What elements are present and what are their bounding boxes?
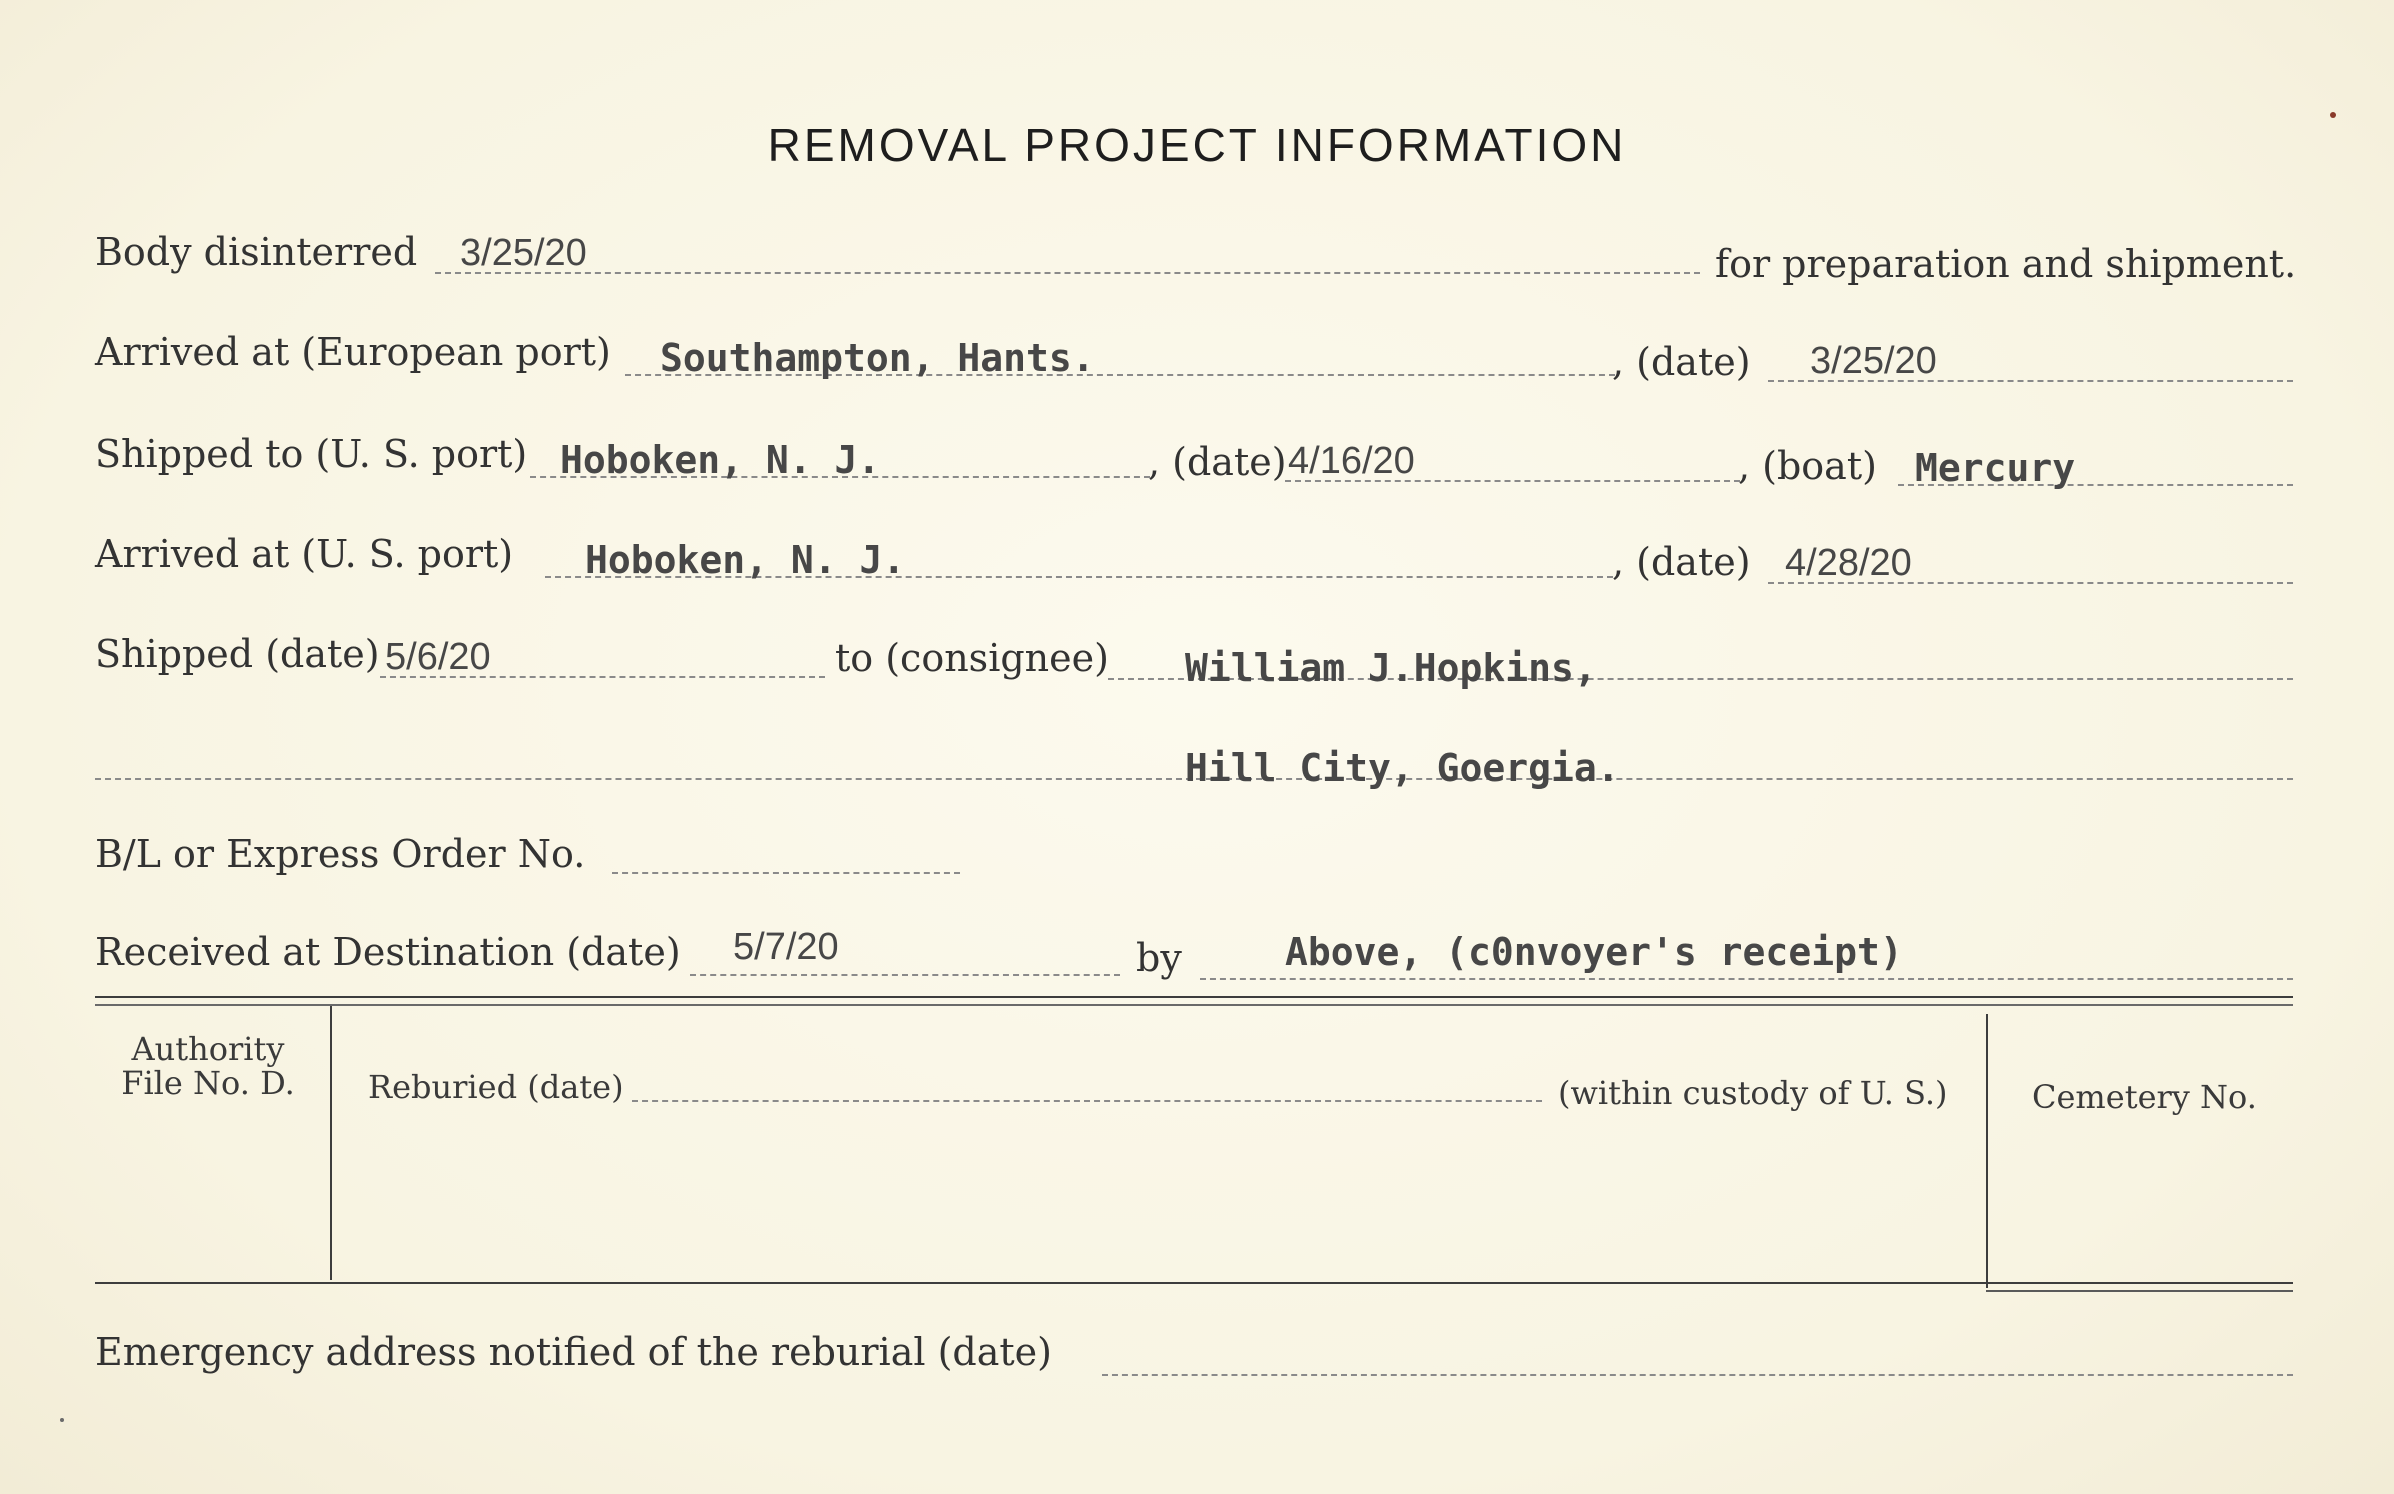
consignee-name: William J.Hopkins, [1185, 646, 1597, 690]
arrived-us-port-date-label: , (date) [1612, 540, 1751, 584]
bl-express-order-label: B/L or Express Order No. [95, 832, 586, 876]
european-port-date-label: , (date) [1612, 340, 1751, 384]
bl-express-order-line [612, 872, 960, 874]
european-port-date: 3/25/20 [1810, 340, 1937, 382]
consignee-label: to (consignee) [835, 636, 1109, 680]
shipped-to-date-label: , (date) [1148, 440, 1287, 484]
preparation-shipment-text: for preparation and shipment. [1715, 242, 2297, 286]
boat-label: , (boat) [1738, 444, 1877, 488]
box-bottom-rule [95, 1282, 2293, 1284]
ink-speck [2330, 112, 2336, 118]
reburied-date-label: Reburied (date) [368, 1068, 624, 1106]
received-destination-label: Received at Destination (date) [95, 930, 681, 974]
received-destination-line [690, 974, 1120, 976]
consignee-address: Hill City, Goergia. [1185, 746, 1620, 790]
ink-speck-lower [60, 1418, 64, 1422]
body-disinterred-label: Body disinterred [95, 230, 418, 274]
box-divider-left [330, 1006, 332, 1280]
authority-file-label [118, 1032, 298, 1100]
file-no-label: File No. D. [121, 1064, 295, 1102]
custody-label: (within custody of U. S.) [1558, 1074, 1948, 1112]
box-top-rule-inner [95, 1004, 2293, 1006]
received-destination-date: 5/7/20 [733, 926, 839, 968]
arrived-us-port-date: 4/28/20 [1785, 542, 1912, 584]
body-disinterred-line [435, 272, 1700, 274]
cemetery-no-label: Cemetery No. [2032, 1078, 2257, 1116]
arrived-us-port-label: Arrived at (U. S. port) [95, 532, 514, 576]
boat-name: Mercury [1915, 446, 2076, 490]
received-by-label: by [1136, 936, 1182, 980]
european-port-value: Southampton, Hants. [660, 336, 1095, 380]
shipped-date: 5/6/20 [385, 636, 491, 678]
reburied-date-line [632, 1100, 1542, 1102]
emergency-address-label: Emergency address notified of the reburial (date) [95, 1330, 1052, 1374]
received-by-line [1200, 978, 2293, 980]
shipped-to-us-port-value: Hoboken, N. J. [560, 438, 881, 482]
box-top-rule [95, 996, 2293, 998]
box-divider-right [1986, 1014, 1988, 1288]
card-title: REMOVAL PROJECT INFORMATION [767, 119, 1627, 171]
emergency-address-line [1102, 1374, 2293, 1376]
european-port-label: Arrived at (European port) [95, 330, 611, 374]
box-bottom-rule-right [1986, 1290, 2293, 1292]
shipped-to-us-port-label: Shipped to (U. S. port) [95, 432, 528, 476]
arrived-us-port-value: Hoboken, N. J. [585, 538, 906, 582]
shipped-to-date: 4/16/20 [1288, 440, 1415, 482]
shipped-date-label: Shipped (date) [95, 632, 380, 676]
authority-label: Authority [131, 1030, 285, 1068]
body-disinterred-date: 3/25/20 [460, 232, 587, 274]
received-by-value: Above, (c0nvoyer's receipt) [1285, 930, 1903, 974]
